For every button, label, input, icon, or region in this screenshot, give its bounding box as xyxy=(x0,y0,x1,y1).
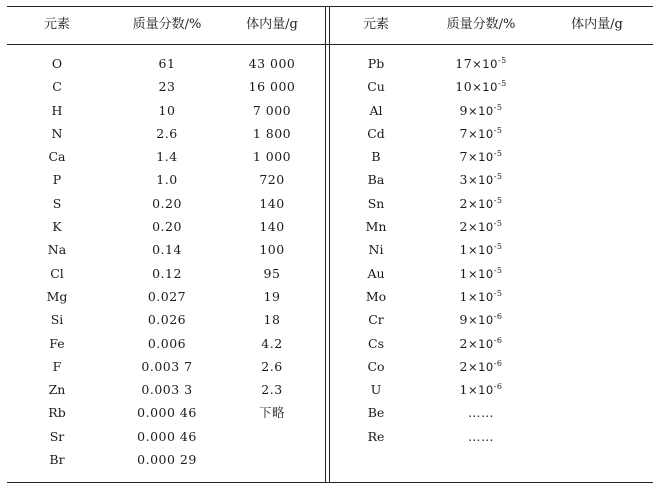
table-row xyxy=(7,378,325,401)
table-row xyxy=(7,215,325,238)
element-symbol: H xyxy=(51,102,63,118)
sci-base: ×10 xyxy=(467,150,494,165)
table-row xyxy=(7,145,325,168)
sci-exponent: -5 xyxy=(497,56,507,65)
sci-base: ×10 xyxy=(467,359,494,374)
mass-fraction-value: 0.003 3 xyxy=(141,382,193,398)
body-content-value: 140 xyxy=(259,219,285,235)
table-row xyxy=(331,308,653,331)
element-symbol: B xyxy=(371,149,381,165)
sci-base: ×10 xyxy=(467,243,494,258)
element-symbol: P xyxy=(52,172,62,188)
sci-coefficient: 9 xyxy=(459,102,468,118)
sci-exponent: -5 xyxy=(493,195,503,205)
element-symbol: S xyxy=(52,195,62,211)
sci-base: ×10 xyxy=(467,196,494,211)
mass-fraction-value: 0.006 xyxy=(147,335,187,351)
sci-coefficient: 2 xyxy=(459,219,468,235)
sci-coefficient: 10 xyxy=(455,79,473,95)
body-content-value: 1 000 xyxy=(252,149,292,165)
body-content-value: 95 xyxy=(263,265,281,281)
table-row xyxy=(7,425,325,448)
element-symbol: Be xyxy=(367,405,385,421)
body-content-value: 16 000 xyxy=(248,79,296,95)
mass-fraction-value xyxy=(411,262,551,286)
element-symbol: Au xyxy=(367,265,385,281)
mass-fraction-value xyxy=(411,332,551,356)
sci-coefficient: 17 xyxy=(455,56,473,71)
element-symbol: Br xyxy=(49,452,65,468)
element-symbol: Ba xyxy=(367,172,385,188)
element-symbol: Sr xyxy=(49,428,65,444)
sci-base: ×10 xyxy=(467,173,494,188)
sci-coefficient: 1 xyxy=(459,242,468,258)
table-row xyxy=(331,192,653,215)
element-symbol: Sn xyxy=(367,195,385,211)
body-content-value: 7 000 xyxy=(252,102,292,118)
sci-coefficient: 2 xyxy=(459,195,468,211)
mass-fraction-value: 0.14 xyxy=(152,242,182,258)
table-row xyxy=(331,99,653,122)
mass-fraction-value xyxy=(411,122,551,146)
table-row xyxy=(331,285,653,308)
table-row xyxy=(331,378,653,401)
mass-fraction-value: 2.6 xyxy=(156,125,178,141)
body-content-value: 下略 xyxy=(258,405,285,421)
mass-fraction-value xyxy=(411,145,551,169)
body-content-value: 2.3 xyxy=(261,382,283,398)
sci-exponent: -6 xyxy=(493,358,503,368)
table-row xyxy=(331,355,653,378)
sci-exponent: -5 xyxy=(493,265,503,275)
mass-fraction-value xyxy=(411,355,551,379)
mass-fraction-value: 61 xyxy=(158,56,176,71)
element-symbol: Mn xyxy=(365,219,387,235)
sci-exponent: -5 xyxy=(493,102,503,112)
header-mass-fraction-left: 质量分数/% xyxy=(132,17,202,32)
mass-fraction-value xyxy=(411,215,551,239)
sci-base: ×10 xyxy=(467,266,494,281)
header-element-right: 元素 xyxy=(362,17,389,32)
mass-fraction-value: 0.000 46 xyxy=(137,405,197,421)
sci-exponent: -5 xyxy=(493,172,503,182)
element-symbol: Al xyxy=(369,102,383,118)
mass-fraction-value: 1.0 xyxy=(156,172,178,188)
header-mass-fraction-right: 质量分数/% xyxy=(446,17,516,32)
sci-base: ×10 xyxy=(467,289,494,304)
sci-base: ×10 xyxy=(467,126,494,141)
body-content-value: 1 800 xyxy=(252,125,292,141)
mass-fraction-value: 0.12 xyxy=(152,265,182,281)
table-bottom-rule xyxy=(7,482,653,483)
table-row xyxy=(331,168,653,191)
mass-fraction-value: 0.000 29 xyxy=(137,452,197,468)
sci-coefficient: 7 xyxy=(459,149,468,165)
element-symbol: Cu xyxy=(367,79,385,95)
table-row xyxy=(331,215,653,238)
table-left-half xyxy=(7,6,325,482)
sci-coefficient: 3 xyxy=(459,172,468,188)
table-row xyxy=(331,262,653,285)
element-symbol: Cd xyxy=(367,125,385,141)
table-row xyxy=(7,355,325,378)
mass-fraction-value: 0.003 7 xyxy=(141,358,193,374)
element-symbol: Si xyxy=(50,312,64,328)
sci-exponent: -6 xyxy=(493,312,503,322)
element-symbol: Na xyxy=(47,242,67,258)
table-row xyxy=(7,75,325,98)
table-row xyxy=(7,448,325,471)
sci-exponent: -5 xyxy=(493,219,503,229)
body-content-value: 43 000 xyxy=(248,56,296,71)
sci-base: ×10 xyxy=(467,103,494,118)
element-symbol: U xyxy=(370,382,382,398)
element-table xyxy=(7,6,653,488)
sci-coefficient: 1 xyxy=(459,265,468,281)
table-right-half xyxy=(331,6,653,482)
ellipsis-text: …… xyxy=(468,428,494,444)
body-content-value: 4.2 xyxy=(261,335,283,351)
table-row xyxy=(331,401,653,424)
mass-fraction-value: 0.027 xyxy=(147,288,187,304)
sci-coefficient: 1 xyxy=(459,288,468,304)
element-symbol: N xyxy=(51,125,63,141)
sci-base: ×10 xyxy=(472,57,498,71)
mass-fraction-value xyxy=(411,285,551,309)
left-rows xyxy=(7,52,325,471)
element-symbol: F xyxy=(52,358,62,374)
element-symbol: Zn xyxy=(48,382,66,398)
sci-exponent: -5 xyxy=(497,79,507,89)
mass-fraction-value xyxy=(411,308,551,332)
table-row xyxy=(7,332,325,355)
element-symbol: Re xyxy=(367,428,385,444)
table-row xyxy=(7,285,325,308)
header-body-content-left: 体内量/g xyxy=(246,17,298,32)
table-row xyxy=(331,425,653,448)
sci-exponent: -5 xyxy=(493,242,503,252)
body-content-value: 720 xyxy=(259,172,285,188)
element-symbol: Mo xyxy=(365,288,387,304)
element-symbol: Ni xyxy=(368,242,384,258)
element-symbol: Cl xyxy=(50,265,64,281)
table-row xyxy=(7,99,325,122)
table-row xyxy=(7,122,325,145)
body-content-value: 2.6 xyxy=(261,358,283,374)
mass-fraction-value: 0.20 xyxy=(152,219,182,235)
mass-fraction-value: 23 xyxy=(158,79,176,95)
mass-fraction-value: 0.20 xyxy=(152,195,182,211)
mass-fraction-value xyxy=(411,192,551,216)
table-row xyxy=(331,122,653,145)
table-row xyxy=(7,262,325,285)
mass-fraction-value: 10 xyxy=(158,102,176,118)
mass-fraction-value xyxy=(411,99,551,123)
mass-fraction-value xyxy=(411,168,551,192)
table-row xyxy=(7,52,325,75)
table-row xyxy=(331,145,653,168)
table-row xyxy=(331,238,653,261)
element-symbol: Fe xyxy=(49,335,65,351)
mass-fraction-value: 0.026 xyxy=(147,312,187,328)
table-row xyxy=(7,238,325,261)
sci-base: ×10 xyxy=(467,336,494,351)
element-symbol: O xyxy=(51,56,63,71)
body-content-value: 100 xyxy=(259,242,285,258)
element-symbol: K xyxy=(52,219,62,235)
ellipsis-text: …… xyxy=(468,405,494,421)
body-content-value: 140 xyxy=(259,195,285,211)
mass-fraction-value xyxy=(411,401,551,424)
header-element-left: 元素 xyxy=(43,17,70,32)
table-row xyxy=(7,192,325,215)
table-row xyxy=(7,308,325,331)
mass-fraction-value xyxy=(411,75,551,99)
sci-base: ×10 xyxy=(467,313,494,328)
element-symbol: Mg xyxy=(46,288,68,304)
sci-exponent: -5 xyxy=(493,125,503,135)
sci-exponent: -5 xyxy=(493,288,503,298)
table-row xyxy=(331,332,653,355)
sci-exponent: -6 xyxy=(493,382,503,392)
element-symbol: Cr xyxy=(368,312,384,328)
table-row xyxy=(331,75,653,98)
sci-exponent: -6 xyxy=(493,335,503,345)
element-symbol: Co xyxy=(367,358,385,374)
table-row xyxy=(7,168,325,191)
sci-base: ×10 xyxy=(472,80,498,95)
table-row xyxy=(7,401,325,424)
body-content-value: 18 xyxy=(263,312,281,328)
mass-fraction-value xyxy=(411,425,551,448)
sci-coefficient: 9 xyxy=(459,312,468,328)
mass-fraction-value: 1.4 xyxy=(156,149,178,165)
element-symbol: Ca xyxy=(48,149,66,165)
header-body-content-right: 体内量/g xyxy=(571,17,623,32)
sci-coefficient: 2 xyxy=(459,335,468,351)
table-row xyxy=(331,52,653,75)
sci-base: ×10 xyxy=(467,220,494,235)
mass-fraction-value xyxy=(411,238,551,262)
body-content-value: 19 xyxy=(263,288,281,304)
sci-coefficient: 7 xyxy=(459,125,468,141)
mass-fraction-value xyxy=(411,378,551,402)
sci-exponent: -5 xyxy=(493,149,503,159)
element-symbol: Pb xyxy=(367,56,385,71)
mass-fraction-value: 0.000 46 xyxy=(137,428,197,444)
mass-fraction-value xyxy=(411,52,551,76)
sci-coefficient: 1 xyxy=(459,382,468,398)
sci-coefficient: 2 xyxy=(459,358,468,374)
element-symbol: C xyxy=(52,79,62,95)
element-symbol: Rb xyxy=(48,405,66,421)
element-symbol: Cs xyxy=(368,335,384,351)
sci-base: ×10 xyxy=(467,383,494,398)
table-double-divider xyxy=(325,6,330,482)
right-rows xyxy=(331,52,653,448)
